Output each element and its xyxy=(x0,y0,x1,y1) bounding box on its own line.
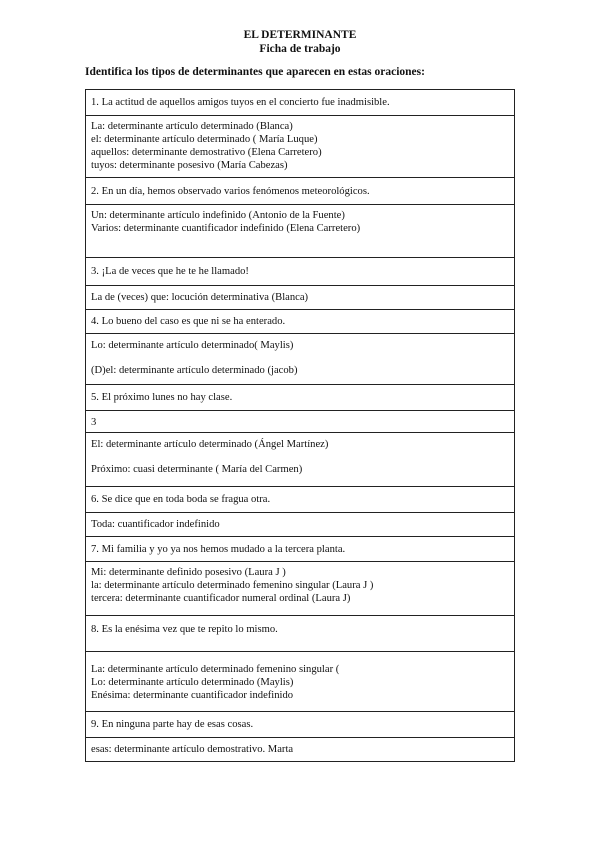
answer-cell xyxy=(86,205,515,258)
question-row xyxy=(86,310,515,334)
answer-row xyxy=(86,738,515,762)
question-text: 2. En un día, hemos observado varios fenómenos meteorológicos. xyxy=(91,186,370,197)
question-text: 3. ¡La de veces que he te he llamado! xyxy=(91,266,249,277)
answer-cell xyxy=(86,116,515,178)
question-cell xyxy=(86,178,515,205)
answer-line: la: determinante artículo determinado femenino singular (Laura J ) xyxy=(91,580,374,591)
question-cell xyxy=(86,258,515,286)
answer-line: Un: determinante artículo indefinido (Antonio de la Fuente) xyxy=(91,210,345,221)
answer-line: La: determinante artículo determinado (Blanca) xyxy=(91,121,293,132)
answer-cell xyxy=(86,334,515,385)
document-subtitle: Ficha de trabajo xyxy=(259,43,341,55)
question-text: 5. El próximo lunes no hay clase. xyxy=(91,392,233,403)
question-row xyxy=(86,487,515,513)
question-text: 9. En ninguna parte hay de esas cosas. xyxy=(91,719,254,730)
instruction-text: Identifica los tipos de determinantes que aparecen en estas oraciones: xyxy=(85,66,425,78)
document-title: EL DETERMINANTE xyxy=(243,29,357,41)
answer-line: El: determinante artículo determinado (Ángel Martínez) xyxy=(91,439,329,450)
answer-cell xyxy=(86,562,515,616)
answer-row xyxy=(86,205,515,258)
answer-row xyxy=(86,513,515,537)
answer-line: Lo: determinante artículo determinado( Maylis) xyxy=(91,340,294,351)
answer-cell xyxy=(86,513,515,537)
question-row xyxy=(86,712,515,738)
answer-row xyxy=(86,411,515,433)
question-cell xyxy=(86,537,515,562)
question-cell xyxy=(86,712,515,738)
worksheet-table xyxy=(85,89,515,762)
answer-line: el: determinante artículo determinado ( María Luque) xyxy=(91,134,318,145)
answer-row xyxy=(86,562,515,616)
answer-cell xyxy=(86,433,515,487)
question-text: 6. Se dice que en toda boda se fragua otra. xyxy=(91,494,271,505)
answer-line: aquellos: determinante demostrativo (Elena Carretero) xyxy=(91,147,322,158)
answer-row xyxy=(86,116,515,178)
question-text: 1. La actitud de aquellos amigos tuyos en el concierto fue inadmisible. xyxy=(91,97,390,108)
question-row xyxy=(86,385,515,411)
question-row xyxy=(86,178,515,205)
question-row xyxy=(86,258,515,286)
question-cell xyxy=(86,487,515,513)
question-text: 7. Mi familia y yo ya nos hemos mudado a la tercera planta. xyxy=(91,544,346,555)
answer-line: Próximo: cuasi determinante ( María del Carmen) xyxy=(91,464,303,475)
question-text: 4. Lo bueno del caso es que ni se ha enterado. xyxy=(91,316,286,327)
answer-line: tuyos: determinante posesivo (María Cabezas) xyxy=(91,160,288,171)
answer-row xyxy=(86,286,515,310)
answer-row xyxy=(86,334,515,385)
answer-line: La: determinante artículo determinado femenino singular ( xyxy=(91,664,340,675)
answer-line: Varios: determinante cuantificador indefinido (Elena Carretero) xyxy=(91,223,361,234)
question-text: 8. Es la enésima vez que te repito lo mismo. xyxy=(91,624,278,635)
answer-line: Toda: cuantificador indefinido xyxy=(91,519,220,530)
answer-cell xyxy=(86,411,515,433)
question-row xyxy=(86,616,515,652)
question-cell xyxy=(86,310,515,334)
question-row xyxy=(86,537,515,562)
answer-line: tercera: determinante cuantificador numeral ordinal (Laura J) xyxy=(91,593,351,604)
question-row xyxy=(86,90,515,116)
answer-line: La de (veces) que: locución determinativa (Blanca) xyxy=(91,292,309,303)
answer-cell xyxy=(86,652,515,712)
answer-row xyxy=(86,433,515,487)
answer-row xyxy=(86,652,515,712)
answer-line: Mi: determinante definido posesivo (Laura J ) xyxy=(91,567,286,578)
answer-line: Lo: determinante artículo determinado (Maylis) xyxy=(91,677,294,688)
question-cell xyxy=(86,385,515,411)
answer-line: 3 xyxy=(91,417,97,428)
answer-line: esas: determinante artículo demostrativo. Marta xyxy=(91,744,294,755)
question-cell xyxy=(86,616,515,652)
answer-cell xyxy=(86,738,515,762)
answer-line: (D)el: determinante artículo determinado (jacob) xyxy=(91,365,298,376)
answer-cell xyxy=(86,286,515,310)
answer-line: Enésima: determinante cuantificador indefinido xyxy=(91,690,294,701)
question-cell xyxy=(86,90,515,116)
